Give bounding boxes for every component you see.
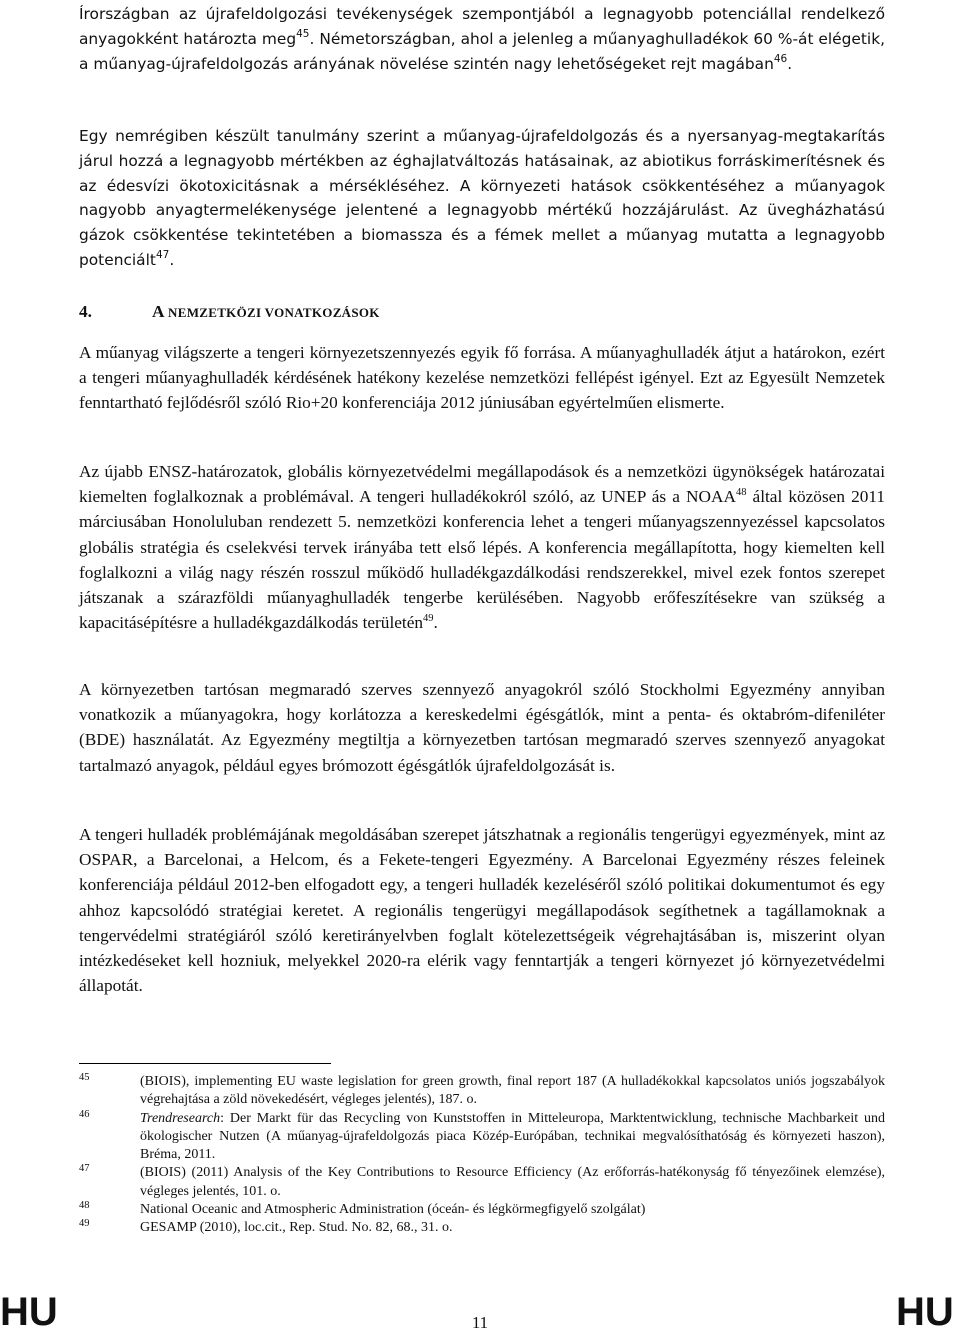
language-label-left: HU [0, 1290, 58, 1334]
paragraph-stockholm-convention: A környezetben tartósan megmaradó szerves szennyező anyagokról szóló Stockholmi Egyezmény annyiban vonatkozik a műanyagokra, hogy korlátozza a kereskedelmi égésgátlók, mint a penta- és oktabróm-difeniléter (BDE) használatát. Az Egyezmény megtiltja a környezetben tartósan megmaradó szerves szennyező anyagokat tartalmazó anyagok, például egyes brómozott égésgátlók újrafeldolgozását is. [79, 680, 885, 775]
paragraph-study-findings: Egy nemrégiben készült tanulmány szerint a műanyag-újrafeldolgozás és a nyersanyag-megtakarítás járul hozzá a legnagyobb mértékben az éghajlatváltozás hatásainak, az abiotikus forráskimerítésnek és az édesvízi ökotoxicitásnak a mérsékléséhez. A környezeti hatások csökkentéséhez a műanyagok nagyobb anyagtermelékenysége jelentené a legnagyobb mértékű hozzájárulást. Az üvegházhatású gázok csökkentése tekintetében a biomassza és a fémek mellet a műanyag mutatta a legnagyobb potenciált$^{47}$. [79, 127, 885, 269]
section-title: NEMZETKÖZI VONATKOZÁSOK [164, 305, 380, 320]
footnote-ref-47[interactable]: 47 [155, 248, 170, 261]
footnote-48: 48 National Oceanic and Atmospheric Administration (óceán- és légkörmegfigyelő szolgálat) [79, 1200, 646, 1218]
paragraph-regional-conventions: A tengeri hulladék problémájának megoldásában szerepet játszhatnak a regionális tengerügyi egyezmények, mint az OSPAR, a Barcelonai, a Helcom, és a Fekete-tengeri Egyezmény. A Barcelonai Egyezmény részes feleinek konferenciája például 2012-ben elfogadott egy, a tengeri hulladék kezeléséről szóló politikai dokumentumot és egy ahhoz kapcsolódó stratégiai keretet. A regionális tengerügyi megállapodások segíthetnek a tagállamoknak a tengervédelmi stratégiáról szóló keretirányelvben foglalt kötelezettségeik végrehajtásában is, miszerint olyan intézkedéseket kell hozniuk, melyekkel 2020-ra elérik vagy fenntartják a tengeri környezet jó környezetvédelmi állapotát. [79, 825, 885, 996]
footnote-separator [79, 1063, 331, 1064]
section-title-initial: A [152, 302, 165, 321]
footnote-47: 47 (BIOIS) (2011) Analysis of the Key Contributions to Resource Efficiency (Az erőforrás-hatékonyság fő tényezőinek elemzése), végleges jelentés, 101. o. [79, 1163, 885, 1199]
footnote-46: 46 Trendresearch: Der Markt für das Recycling von Kunststoffen in Mitteleuropa, Marktentwicklung, technische Machbarkeit und ökologischer Nutzen (A műanyag-újrafeldolgozás piaca Közép-Európában, technikai megvalósíthatóság és környezeti haszon), Bréma, 2011. [79, 1108, 885, 1163]
footnote-ref-48[interactable]: 48 [735, 487, 747, 499]
footnote-ref-49[interactable]: 49 [423, 613, 434, 625]
section-heading [79, 302, 380, 322]
footnotes [79, 1073, 885, 1238]
footnote-45: 45 (BIOIS), implementing EU waste legislation for green growth, final report 187 (A hulladékokkal kapcsolatos uniós jogszabályok végrehajtása a zöld növekedésért, végleges jelentés), 187. o. [79, 1072, 885, 1108]
paragraph-un-resolutions: Az újabb ENSZ-határozatok, globális környezetvédelmi megállapodások és a nemzetközi ügynökségek határozatai kiemelten foglalkoznak a problémával. A tengeri hulladékokról szóló, az UNEP ás a NOAA$^{48}$ által közösen 2011 márciusában Honoluluban rendezett 5. nemzetközi konferencia lehet a tengeri műanyagszennyezéssel kapcsolatos globális stratégia és cselekvési tervek irányába tett első lépés. A konferencia megállapította, hogy kiemelten kell foglalkozni a világ nagy részén rosszul működő hulladékgazdálkodási rendszerekkel, mivel ezek fontos szerepet játszanak a szárazföldi műanyaghulladék tengerbe kerülésében. Nagyobb erőfeszítésekre van szükség a kapacitásépítésre a hulladékgazdálkodás területén$^{49}$. [79, 462, 885, 633]
paragraph-recycling-potential: Írországban az újrafeldolgozási tevékenységek szempontjából a legnagyobb potenciállal rendelkező anyagokként határozta meg$^{45}$. Németországban, ahol a jelenleg a műanyaghulladékok 60 %-át elégetik, a műanyag-újrafeldolgozás arányának növelése szintén nagy lehetőségeket rejt magában$^{46}$. [79, 5, 886, 73]
paragraph-marine-pollution: A műanyag világszerte a tengeri környezetszennyezés egyik fő forrása. A műanyaghulladék átjut a határokon, ezért a tengeri műanyaghulladék kérdésének hatékony kezelése nemzetközi fellépést igényel. Ezt az Egyesült Nemzetek fenntartható fejlődésről szóló Rio+20 konferenciája 2012 júniusában egyértelműen elismerte. [79, 343, 885, 413]
page-number: 11 [471, 1313, 489, 1332]
footnote-ref-46[interactable]: 46 [773, 52, 788, 65]
footnote-ref-45[interactable]: 45 [296, 27, 310, 40]
language-label-right: HU [896, 1290, 954, 1334]
footnote-49: 49 GESAMP (2010), loc.cit., Rep. Stud. No. 82, 68., 31. o. [79, 1218, 453, 1236]
section-number: 4. [79, 302, 92, 321]
